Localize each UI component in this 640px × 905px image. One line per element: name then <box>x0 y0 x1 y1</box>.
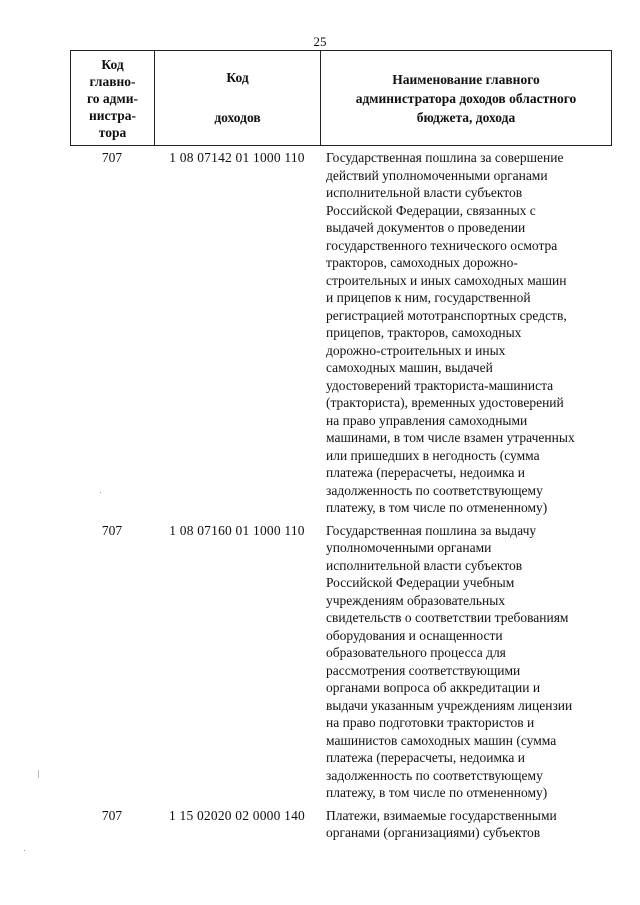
scan-speck <box>24 850 25 851</box>
name-line: дорожно-строительных и иных <box>326 342 506 358</box>
name-line: платежу, в том числе по отмененному) <box>326 500 548 515</box>
name-line: государственного технического осмотра <box>326 237 558 253</box>
name-line: удостоверений тракториста-машиниста <box>326 377 554 393</box>
name-line: образовательного процесса для <box>326 645 506 660</box>
name-line: регистрацией мототранспортных средств, <box>326 307 567 323</box>
admin-code-cell: 707 <box>101 150 123 165</box>
admin-code-cell: 707 <box>101 807 123 823</box>
scan-speck <box>38 770 39 778</box>
name-line: задолженность по соответствующему <box>326 482 543 498</box>
page-number: 25 <box>313 34 327 49</box>
name-line: прицепов, тракторов, самоходных <box>326 325 522 340</box>
revenue-table <box>70 50 612 842</box>
header-admin-line: тора <box>98 124 127 140</box>
name-line: машинами, в том числе взамен утраченных <box>326 430 575 445</box>
name-line: Российской Федерации, связанных с <box>326 202 536 218</box>
table-row <box>70 807 612 842</box>
name-line: органами вопроса об аккредитации и <box>326 680 541 695</box>
header-admin-code <box>71 51 155 145</box>
name-line: рассмотрения соответствующими <box>326 662 521 678</box>
name-line: платежа (перерасчеты, недоимка и <box>326 750 525 765</box>
name-line: тракторов, самоходных дорожно- <box>326 255 518 270</box>
name-line: выдачи указанным учреждениям лицензии <box>326 697 573 713</box>
name-line: органами (организациями) субъектов <box>326 825 541 840</box>
revenue-code-cell: 1 08 07142 01 1000 110 <box>169 150 305 165</box>
name-line: действий уполномоченными органами <box>326 167 548 183</box>
revenue-code-cell: 1 08 07160 01 1000 110 <box>169 522 305 538</box>
name-line: (тракториста), временных удостоверений <box>326 395 564 410</box>
name-line: исполнительной власти субъектов <box>326 185 523 200</box>
header-code-line: доходов <box>214 110 261 125</box>
header-name-line: бюджета, дохода <box>416 109 516 125</box>
header-admin-line: нистра- <box>88 107 137 123</box>
table-row <box>70 522 612 802</box>
name-line: на право подготовки трактористов и <box>326 715 535 730</box>
name-line: на право управления самоходными <box>326 412 528 428</box>
name-line: платежу, в том числе по отмененному) <box>326 785 548 800</box>
header-name-line: администратора доходов областного <box>355 90 577 106</box>
table-row <box>70 149 612 517</box>
name-line: строительных и иных самоходных машин <box>326 272 567 288</box>
name-line: учреждениям образовательных <box>326 592 506 608</box>
name-line: платежа (перерасчеты, недоимка и <box>326 465 525 480</box>
header-name-line: Наименование главного <box>392 71 540 87</box>
name-line: Государственная пошлина за выдачу <box>326 522 537 538</box>
name-line: самоходных машин, выдачей <box>326 360 493 375</box>
name-line: и прицепов к ним, государственной <box>326 290 531 305</box>
name-line: оборудования и оснащенности <box>326 627 503 643</box>
name-line: или пришедших в негодность (сумма <box>326 447 540 463</box>
scan-speck <box>100 492 101 493</box>
name-line: Российской Федерации учебным <box>326 575 515 590</box>
name-line: машинистов самоходных машин (сумма <box>326 732 557 748</box>
revenue-name-cell <box>320 522 612 802</box>
header-admin-line: Код <box>101 56 124 72</box>
name-line: исполнительной власти субъектов <box>326 557 523 573</box>
name-line: свидетельств о соответствии требованиям <box>326 610 569 625</box>
name-line: уполномоченными органами <box>326 540 492 555</box>
admin-code-cell: 707 <box>101 522 123 538</box>
revenue-code-cell: 1 15 02020 02 0000 140 <box>168 807 306 823</box>
table-header <box>70 50 612 146</box>
name-line: выдачей документов о проведении <box>326 220 526 235</box>
header-admin-line: главно- <box>89 73 136 89</box>
name-line: задолженность по соответствующему <box>326 767 543 783</box>
revenue-name-cell <box>320 149 612 517</box>
header-admin-line: го адми- <box>87 90 138 106</box>
name-line: Государственная пошлина за совершение <box>326 150 564 165</box>
header-name <box>321 51 611 145</box>
revenue-name-cell <box>320 807 612 842</box>
header-revenue-code <box>155 51 321 145</box>
header-code-line: Код <box>226 70 249 85</box>
name-line: Платежи, взимаемые государственными <box>326 807 557 823</box>
